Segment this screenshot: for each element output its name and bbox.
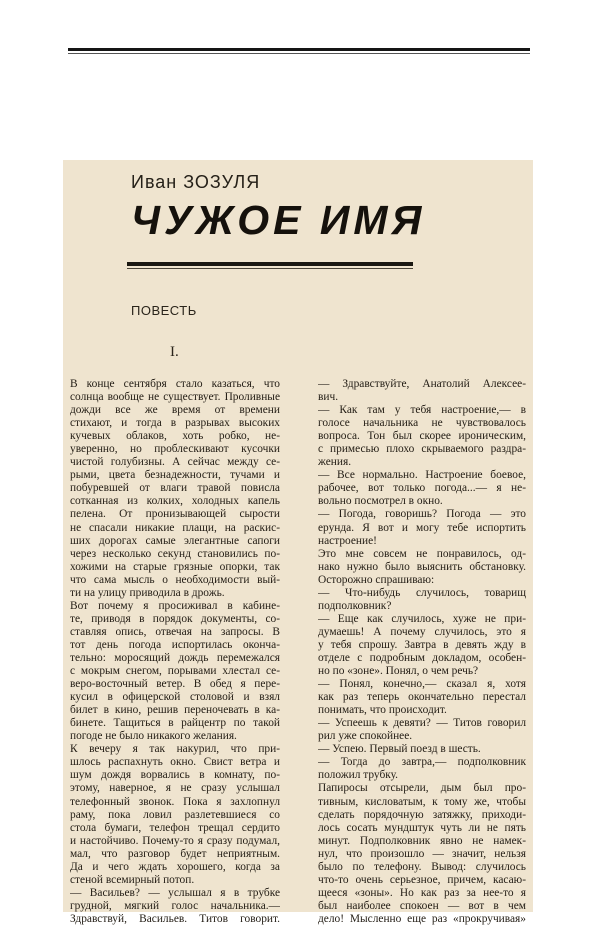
- text-line: — Как там у тебя настроение,— в: [318, 404, 526, 417]
- text-line: тивным, кисловатым, к тому же, чтобы: [318, 795, 526, 808]
- story-title: ЧУЖОЕ ИМЯ: [131, 197, 426, 243]
- text-line: но по «зоне». Понял, о чем речь?: [318, 665, 479, 678]
- top-rule-thin: [68, 53, 530, 54]
- text-line: дело! Мысленно еще раз «прокручивая»: [318, 912, 526, 925]
- text-line: рил уже спокойнее.: [318, 730, 413, 743]
- text-line: пелена. От пронизывающей сырости: [70, 508, 280, 521]
- text-column-right: [318, 378, 526, 926]
- text-line: с мокрым снегом, порывами хлестал се-: [70, 665, 280, 678]
- text-line: раму, пока ловил разлетевшиеся со: [70, 808, 280, 821]
- text-line: был наиболее спокоен — вот в чем: [318, 899, 526, 912]
- text-line: рабочее, вот только погода...— я не-: [318, 482, 526, 495]
- text-line: вольно посмотрел в окно.: [318, 495, 443, 508]
- text-line: что сама мысль о необходимости вый-: [70, 573, 280, 586]
- text-line: Это мне совсем не понравилось, од-: [318, 547, 526, 560]
- text-line: ставляя опись, отвечая на запросы. В: [70, 625, 280, 638]
- text-column-left: [70, 378, 280, 926]
- text-line: сделать порядочную затяжку, приходи-: [318, 808, 526, 821]
- text-line: — Здравствуйте, Анатолий Алексее-: [318, 378, 526, 390]
- text-line: что-то очень серьезное, причем, касаю-: [318, 873, 526, 886]
- text-line: лось сосать мундштук чуть ли не пять: [318, 821, 526, 834]
- text-line: голосе начальника не чувствовалось: [318, 417, 526, 430]
- text-line: хожими на старые грязные опорки, так: [70, 560, 280, 573]
- text-line: побуревшей от влаги травой повисла: [70, 482, 280, 495]
- text-line: вопроса. Тон был скорее ироническим,: [318, 430, 526, 443]
- text-line: понимать, что происходит.: [318, 704, 447, 717]
- text-line: — Все нормально. Настроение боевое,: [318, 469, 526, 482]
- text-line: Осторожно спрашиваю:: [318, 573, 435, 586]
- text-line: кусил в офицерской столовой и взял: [70, 691, 280, 704]
- text-line: шум дождя ворвались в комнату, по-: [70, 769, 280, 782]
- text-line: думаешь! А почему случилось, это я: [318, 625, 526, 638]
- text-line: уверенно, но проблескивают кусочки: [70, 443, 280, 456]
- text-line: сотканная из колких, холодных капель: [70, 495, 280, 508]
- text-line: мал, что разговор будет неприятным.: [70, 847, 280, 860]
- text-line: было по телефону. Вывод: случилось: [318, 860, 526, 873]
- text-line: и настойчиво. Почему-то я сразу подумал,: [70, 834, 280, 847]
- text-line: — Погода, говоришь? Погода — это: [318, 508, 526, 521]
- text-line: Здравствуй, Васильев. Титов говорит.: [70, 912, 280, 925]
- genre-label: ПОВЕСТЬ: [131, 303, 197, 318]
- text-line: положил трубку.: [318, 769, 399, 782]
- text-line: кучевых облаков, хоть робко, не-: [70, 430, 280, 443]
- text-line: — Что-нибудь случилось, товарищ: [318, 586, 526, 599]
- text-line: — Успею. Первый поезд в шесть.: [318, 743, 481, 756]
- text-line: те, приводя в порядок документы, со-: [70, 612, 280, 625]
- text-line: Да и чего ждать хорошего, когда за: [70, 860, 280, 873]
- text-line: грудной, мягкий голос начальника.—: [70, 899, 280, 912]
- text-line: К вечеру я так накурил, что при-: [70, 743, 280, 756]
- author-name: Иван ЗОЗУЛЯ: [131, 172, 261, 192]
- text-line: жения.: [318, 456, 352, 469]
- text-line: дожди все же время от времени: [70, 404, 280, 417]
- text-line: Вот почему я просиживал в кабине-: [70, 599, 280, 612]
- text-line: подполковник?: [318, 599, 392, 612]
- text-line: Папиросы отсырели, дым был про-: [318, 782, 526, 795]
- text-line: этому, наверное, я не сразу услышал: [70, 782, 280, 795]
- title-underline-thin: [127, 268, 413, 269]
- text-line: нако нужно было выяснить обстановку.: [318, 560, 526, 573]
- text-line: у тебя спрошу. Завтра в девять жду в: [318, 638, 526, 651]
- text-line: чистой голубизны. А сейчас между се-: [70, 456, 280, 469]
- text-line: ти на улицу приводила в дрожь.: [70, 586, 225, 599]
- text-line: отделе с подробным докладом, особен-: [318, 651, 526, 664]
- text-line: как раз теперь окончательно перестал: [318, 691, 526, 704]
- text-line: солнца вообще не существует. Проливные: [70, 391, 280, 404]
- text-line: настроение!: [318, 534, 377, 547]
- text-line: стола бумаги, телефон трещал сердито: [70, 821, 280, 834]
- text-line: телефонный звонок. Пока я захлопнул: [70, 795, 280, 808]
- text-line: билет в кино, решив переночевать в ка-: [70, 704, 280, 717]
- text-line: — Успеешь к девяти? — Титов говорил: [318, 717, 526, 730]
- text-line: — Тогда до завтра,— подполковник: [318, 756, 526, 769]
- text-line: погоде не было никакого желания.: [70, 730, 237, 743]
- text-line: веро-восточный ветер. В обед я пере-: [70, 678, 280, 691]
- text-line: ерунда. Я вот и могу тебе испортить: [318, 521, 526, 534]
- text-line: вич.: [318, 391, 339, 404]
- text-line: рыми, цвета безнадежности, тучами и: [70, 469, 280, 482]
- text-line: стихают, и тогда в разрывах высоких: [70, 417, 280, 430]
- text-line: — Еще как случилось, хуже не при-: [318, 612, 526, 625]
- text-line: ших дорогах самые элегантные сапоги: [70, 534, 280, 547]
- title-underline: [127, 262, 413, 266]
- text-line: не спасали никакие плащи, на раскис-: [70, 521, 280, 534]
- text-line: — Понял, конечно,— сказал я, хотя: [318, 678, 526, 691]
- text-line: с примесью плохо скрываемого раздра-: [318, 443, 526, 456]
- text-line: — Васильев? — услышал я в трубке: [70, 886, 280, 899]
- text-line: нул, что произошло — значит, нельзя: [318, 847, 526, 860]
- text-line: щееся «зоны». Но как раз за нее-то я: [318, 886, 526, 899]
- text-line: стеной всемирный потоп.: [70, 873, 195, 886]
- text-line: тот день погода испортилась оконча-: [70, 638, 280, 651]
- text-line: шлось распахнуть окно. Свист ветра и: [70, 756, 280, 769]
- chapter-number: I.: [170, 344, 179, 360]
- text-line: минут. Подполковник явно не намек-: [318, 834, 526, 847]
- text-line: В конце сентября стало казаться, что: [70, 378, 280, 390]
- top-rule: [68, 48, 530, 51]
- text-line: тельно: моросящий дождь перемежался: [70, 651, 280, 664]
- text-line: бинете. Тащиться в райцентр по такой: [70, 717, 280, 730]
- text-line: через несколько секунд становились по-: [70, 547, 280, 560]
